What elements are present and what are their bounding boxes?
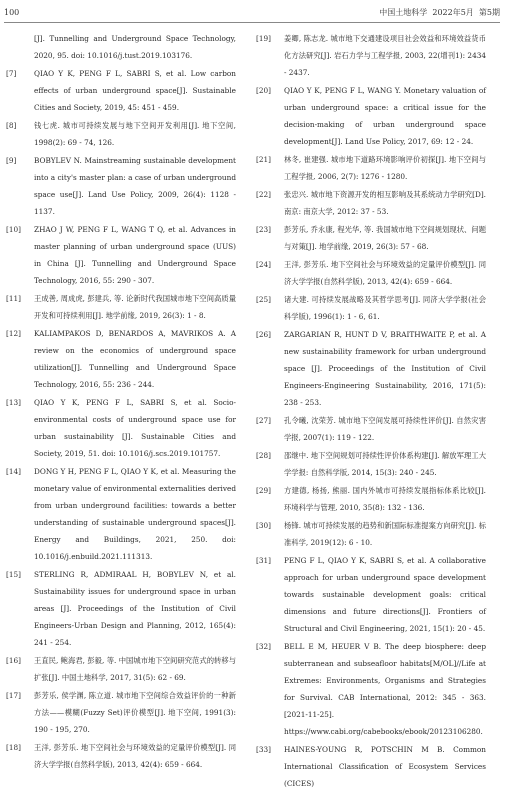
reference-number: [28]	[256, 451, 271, 460]
reference-entry	[256, 326, 486, 411]
reference-number: [12]	[6, 329, 21, 338]
reference-text: QIAO Y K, PENG F L, WANG Y. Monetary valuation of urban underground space: a critical issue for the decision-making of urban underground space development[J]. Land Use Policy, 2017, 69: 12 - 24.	[284, 86, 486, 146]
reference-entry	[6, 325, 236, 393]
issue-number: 第5期	[478, 8, 500, 17]
reference-number: [15]	[6, 570, 21, 579]
reference-number: [7]	[6, 69, 17, 78]
reference-entry	[6, 290, 236, 324]
references-left-column	[6, 30, 236, 774]
reference-text: 孔令曦, 沈荣芳. 城市地下空间发展可持续性评价[J]. 自然灾害学报, 2007(1): 119 - 122.	[284, 416, 486, 442]
reference-entry	[256, 517, 486, 551]
reference-text: 杨锋. 城市可持续发展的趋势和新国际标准提案方向研究[J]. 标准科学, 2019(12): 6 - 10.	[284, 521, 486, 547]
reference-text: 彭芳乐, 乔永康, 程光华, 等. 我国城市地下空间规划现状、问题与对策[J]. 地学前缘, 2019, 26(3): 57 - 68.	[284, 225, 486, 251]
journal-name: 中国土地科学	[379, 8, 428, 17]
reference-entry	[6, 30, 236, 64]
reference-number: [30]	[256, 521, 271, 530]
reference-text: 邵继中. 地下空间规划可持续性评价体系构建[J]. 解放军理工大学学报: 自然科学版, 2014, 15(3): 240 - 245.	[284, 451, 486, 477]
reference-entry	[256, 82, 486, 150]
reference-entry	[6, 65, 236, 116]
reference-number: [19]	[256, 34, 271, 43]
reference-entry	[6, 463, 236, 565]
reference-entry	[256, 30, 486, 81]
reference-text: 诸大建. 可持续发展战略及其哲学思考[J]. 同济大学学报(社会科学版), 1996(1): 1 - 6, 61.	[284, 295, 486, 321]
reference-text: DONG Y H, PENG F L, QIAO Y K, et al. Measuring the monetary value of environmental externalities derived from urban underground facilities: towards a better understanding of sustainable underground spaces[J]. Energy and Buildings, 2021, 250. doi: 10.1016/j.enbuild.2021.111313.	[34, 467, 236, 561]
reference-entry	[256, 412, 486, 446]
reference-text: [J]. Tunnelling and Underground Space Technology, 2020, 95. doi: 10.1016/j.tust.2019.103176.	[34, 34, 236, 60]
reference-text: 张忠兴. 城市地下资源开发的相互影响及其系统动力学研究[D]. 南京: 南京大学, 2012: 37 - 53.	[284, 190, 486, 216]
page-number: 100	[4, 8, 20, 17]
references-right-column	[256, 30, 486, 793]
reference-entry	[6, 152, 236, 220]
reference-text: QIAO Y K, PENG F L, SABRI S, et al. Socio-environmental costs of underground space use for urban sustainability [J]. Sustainable Cities and Society, 2019, 51. doi: 10.1016/j.scs.2019.101757.	[34, 398, 236, 458]
reference-number: [33]	[256, 745, 271, 754]
reference-number: [25]	[256, 295, 271, 304]
reference-number: [24]	[256, 260, 271, 269]
reference-number: [27]	[256, 416, 271, 425]
running-header	[4, 6, 500, 20]
reference-number	[6, 30, 34, 64]
reference-number: [11]	[6, 294, 21, 303]
reference-text: ZARGARIAN R, HUNT D V, BRAITHWAITE P, et al. A new sustainability framework for urban underground space [J]. Proceedings of the Institution of Civil Engineers-Engineering Sustainability, 2016, 171(5): 238 - 253.	[284, 330, 486, 407]
reference-entry	[256, 638, 486, 740]
reference-text: 钱七虎. 城市可持续发展与地下空间开发利用[J]. 地下空间, 1998(2): 69 - 74, 126.	[34, 121, 236, 147]
reference-number: [22]	[256, 190, 271, 199]
reference-number: [10]	[6, 225, 21, 234]
reference-text: 王洋, 彭芳乐. 地下空间社会与环境效益的定量评价模型[J]. 同济大学学报(自然科学版), 2013, 42(4): 659 - 664.	[284, 260, 486, 286]
journal-info	[379, 6, 500, 20]
reference-entry	[256, 741, 486, 792]
header-rule	[4, 22, 500, 23]
reference-text: ZHAO J W, PENG F L, WANG T Q, et al. Advances in master planning of urban underground space (UUS) in China [J]. Tunnelling and Underground Space Technology, 2016, 55: 290 - 307.	[34, 225, 236, 285]
reference-text: PENG F L, QIAO Y K, SABRI S, et al. A collaborative approach for urban underground space development towards sustainable development goals: critical dimensions and future directions[J]. Frontiers of Structural and Civil Engineering, 2021, 15(1): 20 - 45.	[284, 556, 486, 633]
reference-entry	[256, 151, 486, 185]
reference-number: [8]	[6, 121, 17, 130]
reference-entry	[256, 552, 486, 637]
reference-text: HAINES-YOUNG R, POTSCHIN M B. Common International Classification of Ecosystem Services (CICES)	[284, 745, 486, 788]
reference-number: [13]	[6, 398, 21, 407]
reference-entry	[6, 652, 236, 686]
reference-number: [26]	[256, 330, 271, 339]
reference-entry	[6, 687, 236, 738]
reference-text: KALIAMPAKOS D, BENARDOS A, MAVRIKOS A. A review on the economics of underground space utilization[J]. Tunnelling and Underground Space Technology, 2016, 55: 236 - 244.	[34, 329, 236, 389]
reference-text: 王直民, 鲍海君, 彭毅, 等. 中国城市地下空间研究范式的转移与扩张[J]. 中国土地科学, 2017, 31(5): 62 - 69.	[34, 656, 236, 682]
reference-number: [16]	[6, 656, 21, 665]
reference-text: 姜卿, 陈志龙. 城市地下交通建设项目社会效益和环境效益货币化方法研究[J]. 岩石力学与工程学报, 2003, 22(增刊1): 2434 - 2437.	[284, 34, 486, 77]
reference-text: 林冬, 崔建强. 城市地下道路环境影响评价初探[J]. 地下空间与工程学报, 2006, 2(7): 1276 - 1280.	[284, 155, 486, 181]
reference-number: [32]	[256, 642, 271, 651]
reference-number: [9]	[6, 156, 17, 165]
reference-number: [23]	[256, 225, 271, 234]
reference-text: BOBYLEV N. Mainstreaming sustainable development into a city's master plan: a case of urban underground space use[J]. Land Use Policy, 2009, 26(4): 1128 - 1137.	[34, 156, 236, 216]
reference-entry	[6, 394, 236, 462]
reference-text: 彭芳乐, 侯学渊, 陈立道. 城市地下空间综合效益评价的一种新方法——模糊(Fuzzy Set)评价模型[J]. 地下空间, 1991(3): 190 - 195, 270.	[34, 691, 236, 734]
reference-entry	[6, 739, 236, 773]
reference-entry	[256, 256, 486, 290]
reference-entry	[6, 221, 236, 289]
reference-entry	[6, 566, 236, 651]
reference-number: [21]	[256, 155, 271, 164]
issue-date: 2022年5月	[432, 8, 474, 17]
reference-text: BELL E M, HEUER V B. The deep biosphere: deep subterranean and subseafloor habitats[M/OL]//Life at Extremes: Environments, Organisms and Strategies for Survival. CAB International, 2012: 345 - 363. [2021-11-25]. https://www.cabi.org/cabebooks/ebook/20123106280.	[284, 642, 486, 736]
reference-number: [31]	[256, 556, 271, 565]
reference-entry	[256, 221, 486, 255]
reference-entry	[256, 186, 486, 220]
reference-text: 王成善, 周成虎, 彭建兵, 等. 论新时代我国城市地下空间高质量开发和可持续利用[J]. 地学前缘, 2019, 26(3): 1 - 8.	[34, 294, 236, 320]
reference-entry	[256, 447, 486, 481]
reference-entry	[256, 291, 486, 325]
reference-number: [18]	[6, 743, 21, 752]
reference-text: 王洋, 彭芳乐. 地下空间社会与环境效益的定量评价模型[J]. 同济大学学报(自然科学版), 2013, 42(4): 659 - 664.	[34, 743, 236, 769]
reference-text: QIAO Y K, PENG F L, SABRI S, et al. Low carbon effects of urban underground space[J]. Sustainable Cities and Society, 2019, 45: 451 - 459.	[34, 69, 236, 112]
reference-text: STERLING R, ADMIRAAL H, BOBYLEV N, et al. Sustainability issues for underground space in urban areas [J]. Proceedings of the Institution of Civil Engineers-Urban Design and Planning, 2012, 165(4): 241 - 254.	[34, 570, 236, 647]
reference-number: [14]	[6, 467, 21, 476]
reference-number: [17]	[6, 691, 21, 700]
reference-entry	[256, 482, 486, 516]
reference-entry	[6, 117, 236, 151]
reference-number: [20]	[256, 86, 271, 95]
reference-text: 方建德, 杨扬, 熊丽. 国内外城市可持续发展指标体系比较[J]. 环境科学与管理, 2010, 35(8): 132 - 136.	[284, 486, 486, 512]
reference-number: [29]	[256, 486, 271, 495]
